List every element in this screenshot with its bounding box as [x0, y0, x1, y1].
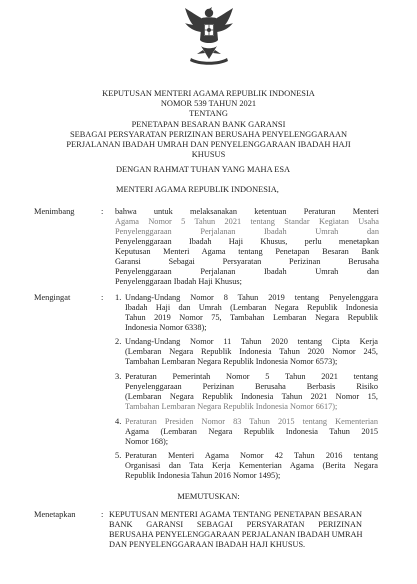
menimbang-line: Keputusan Menteri Agama tentang Penetapan Besaran Bank: [115, 247, 379, 257]
menetapkan-label: Menetapkan: [34, 510, 76, 519]
subject-line-3: PERJALANAN IBADAH UMRAH DAN PENYELENGGARAAN IBADAH HAJI: [66, 140, 351, 150]
menimbang-line: Agama Nomor 5 Tahun 2021 tentang Standar Kegiatan Usaha: [115, 217, 379, 227]
menetapkan-paragraph: [109, 510, 362, 550]
mengingat-item-3: [125, 372, 378, 412]
subject-line-1: PENETAPAN BESARAN BANK GARANSI: [131, 119, 286, 129]
blessing-line: DENGAN RAHMAT TUHAN YANG MAHA ESA: [116, 165, 291, 174]
menimbang-paragraph: [115, 207, 379, 287]
mengingat-line: Indonesia Nomor 6338);: [125, 323, 207, 333]
mengingat-line: Agama (Lembaran Negara Republik Indonesia Tahun 2015: [125, 427, 378, 437]
mengingat-item-number: 4.: [115, 417, 122, 426]
mengingat-item-number: 2.: [115, 337, 122, 346]
subject-line-2: SEBAGAI PERSYARATAN PERIZINAN BERUSAHA PENYELENGGARAAN: [69, 129, 348, 139]
mengingat-line: Republik Indonesia Tahun 2016 Nomor 1495);: [125, 471, 281, 481]
menimbang-line: Penyelenggaraan Ibadah Haji Khusus;: [115, 277, 242, 287]
menetapkan-line: KEPUTUSAN MENTERI AGAMA TENTANG PENETAPAN BESARAN: [109, 510, 362, 519]
mengingat-line: Undang-Undang Nomor 11 Tahun 2020 tentang Cipta Kerja: [125, 337, 378, 346]
mengingat-line: Peraturan Pemerintah Nomor 5 Tahun 2021 tentang: [125, 372, 378, 381]
menetapkan-line: BERUSAHA PENYELENGGARAAN PERJALANAN IBADAH UMRAH: [109, 530, 363, 540]
menetapkan-line: DAN PENYELENGGARAAN IBADAH HAJI KHUSUS.: [109, 540, 306, 550]
mengingat-line: Peraturan Menteri Agama Nomor 42 Tahun 2016 tentang: [125, 451, 378, 460]
mengingat-item-1: [125, 293, 378, 333]
title-line-1: KEPUTUSAN MENTERI AGAMA REPUBLIK INDONESIA: [102, 89, 315, 98]
mengingat-item-number: 1.: [115, 293, 122, 302]
memutuskan-heading: MEMUTUSKAN:: [177, 492, 240, 501]
mengingat-line: (Lembaran Negara Republik Indonesia Tahun 2020 Nomor 245,: [125, 347, 378, 357]
menimbang-line: bahwa untuk melaksanakan ketentuan Peraturan Menteri: [115, 207, 379, 216]
menetapkan-line: BANK GARANSI SEBAGAI PERSYARATAN PERIZINAN: [109, 520, 362, 530]
mengingat-line: Tambahan Lembaran Negara Republik Indonesia Nomor 6617);: [125, 402, 338, 412]
mengingat-line: Organisasi dan Tata Kerja Kementerian Agama (Berita Negara: [125, 461, 378, 471]
menimbang-line: Penyelenggaraan Perjalanan Ibadah Umrah dan: [115, 267, 379, 277]
mengingat-line: (Lembaran Negara Republik Indonesia Tahun 2021 Nomor 15,: [125, 392, 378, 402]
title-block: [0, 89, 417, 160]
mengingat-item-number: 5.: [115, 451, 122, 460]
mengingat-line: Ibadah Haji dan Umrah (Lembaran Negara Republik Indonesia: [125, 303, 378, 313]
mengingat-line: Penyelenggaraan Perizinan Berusaha Berbasis Risiko: [125, 382, 378, 392]
mengingat-line: Nomor 168);: [125, 437, 169, 447]
mengingat-item-number: 3.: [115, 372, 122, 381]
minister-line: MENTERI AGAMA REPUBLIK INDONESIA,: [116, 185, 279, 194]
mengingat-line: Tambahan Lembaran Negara Republik Indonesia Nomor 6573);: [125, 357, 338, 367]
mengingat-item-5: [125, 451, 378, 481]
mengingat-line: Tahun 2019 Nomor 75, Tambahan Lembaran Negara Republik: [125, 313, 378, 323]
mengingat-item-2: [125, 337, 378, 367]
menetapkan-colon: :: [101, 510, 104, 519]
menimbang-colon: :: [101, 207, 104, 216]
title-line-3: TENTANG: [189, 109, 228, 119]
title-line-2: NOMOR 539 TAHUN 2021: [160, 99, 257, 109]
mengingat-label: Mengingat: [34, 293, 71, 302]
menimbang-label: Menimbang: [34, 207, 75, 216]
mengingat-line: Peraturan Presiden Nomor 83 Tahun 2015 tentang Kementerian: [125, 417, 378, 426]
garuda-emblem-icon: [183, 6, 235, 68]
subject-line-4: KHUSUS: [191, 150, 226, 160]
menimbang-line: Penyelenggaraan Ibadah Haji Khusus, perlu menetapkan: [115, 237, 379, 247]
mengingat-item-4: [125, 417, 378, 447]
menimbang-line: Garansi Sebagai Persyaratan Perizinan Berusaha: [115, 257, 379, 267]
menimbang-line: Penyelenggaraan Perjalanan Ibadah Umrah dan: [115, 227, 379, 237]
mengingat-colon: :: [101, 293, 104, 302]
mengingat-line: Undang-Undang Nomor 8 Tahun 2019 tentang Penyelenggara: [125, 293, 378, 302]
